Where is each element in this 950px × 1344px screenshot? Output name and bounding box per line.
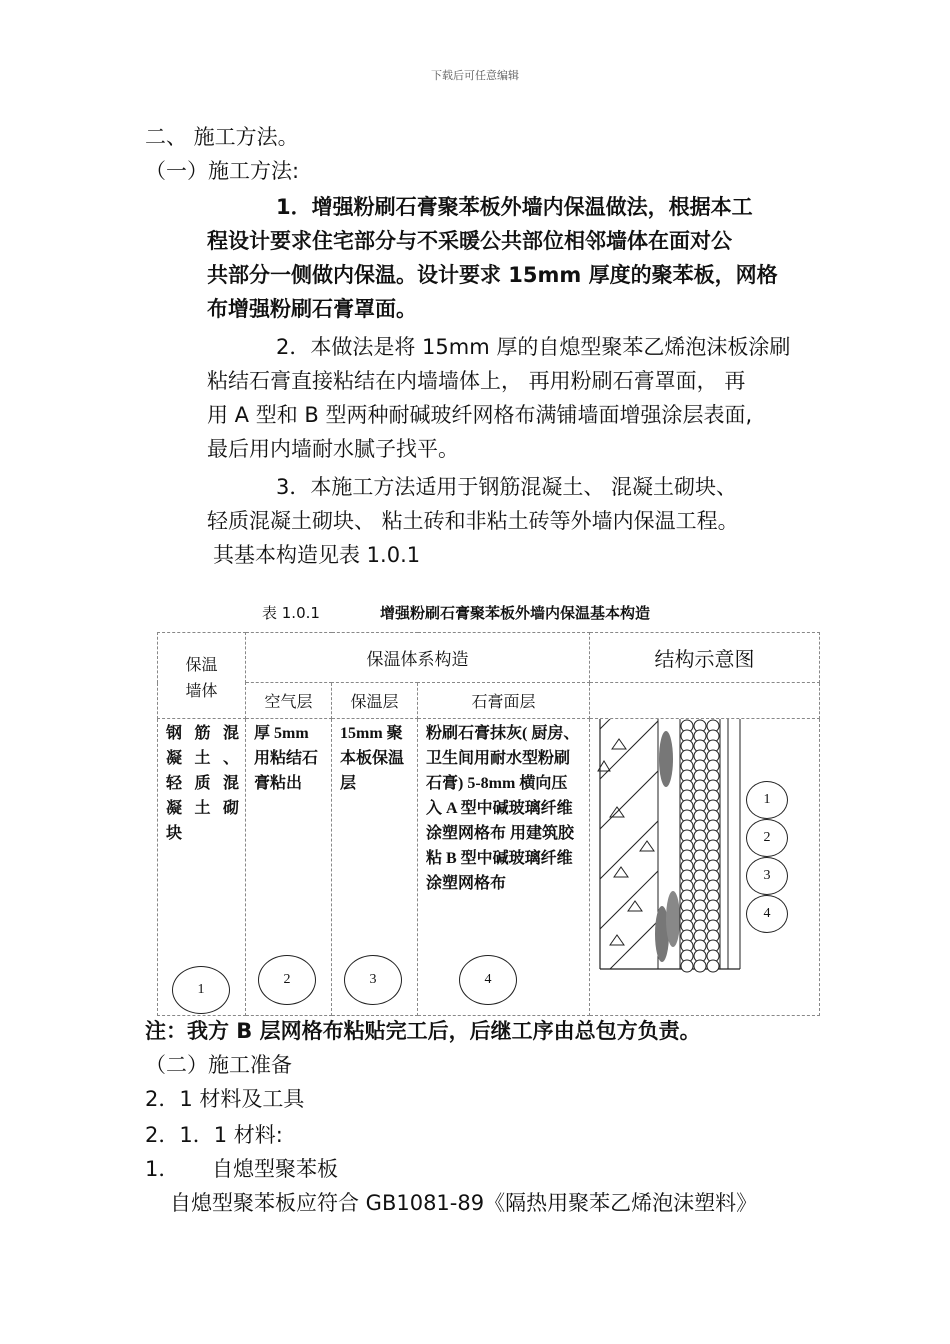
header-diagram: 结构示意图 xyxy=(590,633,820,683)
cell-gypsum: 粉刷石膏抹灰( 厨房、 卫生间用耐水型粉刷石膏) 5-8mm 横向压入 A 型中碱玻璃纤维涂塑网格布 用建筑胶粘 B 型中碱玻璃纤维涂塑网格布 xyxy=(418,719,590,1016)
header-diagram-blank xyxy=(590,683,820,719)
table-caption-title: 增强粉刷石膏聚苯板外墙内保温基本构造 xyxy=(380,604,651,622)
cell-air: 厚 5mm 用粘结石膏粘出 xyxy=(246,719,332,1016)
adhesive-dab xyxy=(666,891,680,947)
cell-insulation: 15mm 聚本板保温层 xyxy=(332,719,418,1016)
legend-marker-2: 2 xyxy=(746,819,788,857)
para2-line: 用 A 型和 B 型两种耐碱玻纤网格布满铺墙面增强涂层表面, xyxy=(207,403,753,427)
para1-line: 1．增强粉刷石膏聚苯板外墙内保温做法，根据本工 xyxy=(276,195,753,219)
header-air-layer: 空气层 xyxy=(246,683,332,719)
cell-wall: 钢 筋 混 凝 土 、 轻 质 混 凝 土 砌 块 xyxy=(158,719,246,1016)
para2-line: 最后用内墙耐水腻子找平。 xyxy=(207,437,459,461)
item-title: 自熄型聚苯板 xyxy=(212,1157,338,1181)
cell-diagram xyxy=(590,719,820,1016)
para1-line: 共部分一侧做内保温。设计要求 15mm 厚度的聚苯板，网格 xyxy=(207,263,778,287)
adhesive-dab xyxy=(659,731,673,787)
header-insulation-layer: 保温层 xyxy=(332,683,418,719)
table-note: 注：我方 B 层网格布粘贴完工后，后继工序由总包方负责。 xyxy=(145,1019,701,1043)
para3-ref: 其基本构造见表 1.0.1 xyxy=(213,543,421,567)
item-description: 自熄型聚苯板应符合 GB1081-89《隔热用聚苯乙烯泡沫塑料》 xyxy=(170,1191,758,1215)
para1-line: 布增强粉刷石膏罩面。 xyxy=(207,297,417,321)
table-caption-number: 表 1.0.1 xyxy=(262,604,320,622)
legend-marker-1: 1 xyxy=(746,781,788,819)
aggregate-triangles xyxy=(598,739,654,945)
polystyrene-board xyxy=(681,720,719,972)
section-title: 二、 施工方法。 xyxy=(145,125,299,149)
para2-line: 粘结石膏直接粘结在内墙墙体上， 再用粉刷石膏罩面， 再 xyxy=(207,369,746,393)
para1-line: 程设计要求住宅部分与不采暖公共部位相邻墙体在面对公 xyxy=(207,229,732,253)
column-marker-1: 1 xyxy=(172,966,230,1014)
column-marker-2: 2 xyxy=(258,955,316,1005)
column-marker-4: 4 xyxy=(459,955,517,1005)
para3-line: 3．本施工方法适用于钢筋混凝土、 混凝土砌块、 xyxy=(276,475,738,499)
bead xyxy=(681,960,693,972)
bead xyxy=(694,960,706,972)
para3-line: 轻质混凝土砌块、 粘土砖和非粘土砖等外墙内保温工程。 xyxy=(207,509,739,533)
legend-marker-4: 4 xyxy=(746,895,788,933)
heading-2-1-1: 2．1．1 材料: xyxy=(145,1123,283,1147)
para2-line: 2．本做法是将 15mm 厚的自熄型聚苯乙烯泡沫板涂刷 xyxy=(276,335,791,359)
page-header: 下载后可任意编辑 xyxy=(431,69,519,82)
header-gypsum-layer: 石膏面层 xyxy=(418,683,590,719)
bead xyxy=(707,960,719,972)
item-number: 1． xyxy=(145,1157,180,1181)
subsection-title: （一）施工方法: xyxy=(145,159,300,183)
header-system: 保温体系构造 xyxy=(246,633,590,683)
column-marker-3: 3 xyxy=(344,955,402,1005)
subsection-title-2: （二）施工准备 xyxy=(145,1053,292,1077)
header-wall: 保温 墙体 xyxy=(158,633,246,719)
legend-marker-3: 3 xyxy=(746,857,788,895)
heading-2-1: 2．1 材料及工具 xyxy=(145,1087,305,1111)
